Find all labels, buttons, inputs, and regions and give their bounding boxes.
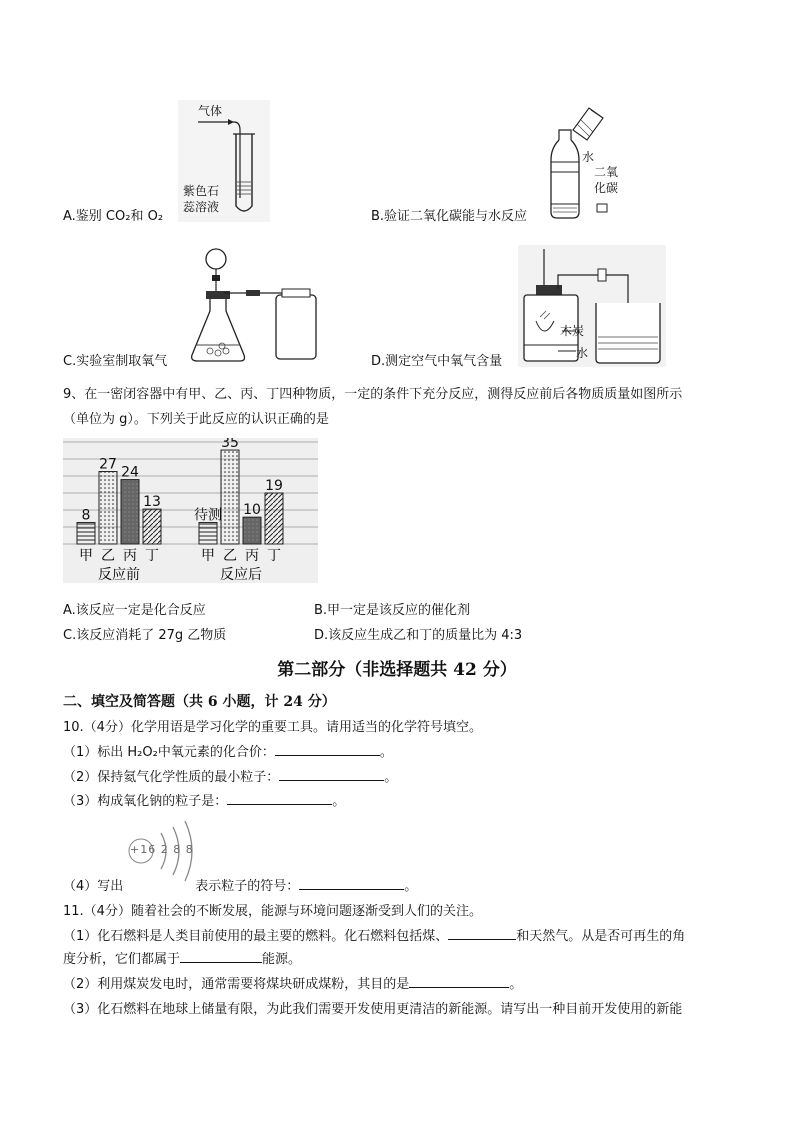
q10-sub3-text: （3）构成氧化钠的粒子是： — [63, 794, 228, 809]
q10-sub2 — [63, 766, 397, 785]
water-label: 水 — [582, 150, 595, 164]
q11-sub1-text-a: （1）化石燃料是人类目前使用的最主要的燃料。化石燃料包括煤、 — [63, 929, 449, 944]
q9-option-b: B.甲一定是该反应的催化剂 — [314, 603, 471, 618]
data-label: 10 — [243, 502, 261, 519]
bar-丙 — [121, 480, 139, 544]
q11-sub1-line1 — [63, 925, 685, 944]
q8-option-a: A.鉴别 CO₂和 O₂ — [63, 209, 164, 224]
category-label: 丁 — [145, 548, 159, 564]
q9-option-a: A.该反应一定是化合反应 — [63, 603, 206, 618]
q8-option-d: D.测定空气中氧气含量 — [371, 354, 503, 369]
period: 。 — [509, 977, 523, 992]
section-heading: 二、填空及简答题（共 6 小题，计 24 分） — [63, 694, 336, 710]
bar-乙 — [221, 450, 239, 544]
charcoal-label: 木炭 — [560, 324, 585, 338]
q10-sub3 — [63, 790, 345, 809]
q10-stem: 10.（4分）化学用语是学习化学的重要工具。请用适当的化学符号填空。 — [63, 720, 482, 735]
period: 。 — [332, 794, 346, 809]
q11-stem: 11.（4分）随着社会的不断发展，能源与环境问题逐渐受到人们的关注。 — [63, 904, 482, 919]
bar-丙 — [243, 517, 261, 544]
water-label-d: 水 — [576, 346, 589, 360]
oxygen-measure-figure — [518, 245, 666, 367]
bar-丁 — [143, 509, 161, 544]
gas-label: 气体 — [198, 104, 223, 118]
mass-bar-chart-svg — [63, 438, 318, 583]
q11-sub1-text-b: 和天然气。从是否可再生的角 — [516, 929, 686, 944]
answer-blank[interactable] — [279, 768, 384, 781]
category-label: 丙 — [123, 548, 137, 564]
answer-blank[interactable] — [409, 975, 509, 988]
data-label: 待测 — [194, 507, 222, 524]
period: 。 — [404, 879, 418, 894]
bar-丁 — [265, 493, 283, 544]
q11-sub3: （3）化石燃料在地球上储量有限，为此我们需要开发使用更清洁的新能源。请写出一种目前开发使用的新能 — [63, 1002, 683, 1017]
part-two-title: 第二部分（非选择题共 42 分） — [277, 660, 517, 680]
answer-blank[interactable] — [448, 927, 516, 940]
bar-甲 — [77, 523, 95, 544]
data-label: 19 — [265, 478, 283, 494]
flask-drawing — [188, 245, 328, 367]
q11-sub2 — [63, 973, 522, 992]
q9-option-c: C.该反应消耗了 27g 乙物质 — [63, 628, 227, 643]
q10-sub1-text: （1）标出 H₂O₂中氧元素的化合价： — [63, 745, 275, 760]
co2-label-line1: 二氧 — [594, 165, 619, 179]
litmus-label-line1: 紫色石 — [183, 184, 220, 198]
category-label: 乙 — [101, 548, 115, 564]
category-label: 乙 — [223, 548, 237, 564]
data-label: 24 — [121, 464, 139, 481]
period: 。 — [379, 745, 393, 760]
q11-sub2-text: （2）利用煤炭发电时，通常需要将煤块研成煤粉，其目的是 — [63, 977, 410, 992]
data-label: 13 — [143, 494, 161, 511]
q10-sub4-text-a: （4）写出 — [63, 879, 124, 894]
q11-sub1-text-c: 度分析，它们都属于 — [63, 952, 181, 967]
q11-sub1-text-d: 能源。 — [262, 952, 302, 967]
group-label: 反应后 — [220, 567, 262, 583]
answer-blank[interactable] — [299, 877, 404, 890]
q8-option-b: B.验证二氧化碳能与水反应 — [371, 209, 528, 224]
q9-option-d: D.该反应生成乙和丁的质量比为 4:3 — [314, 628, 523, 643]
q9-stem-line2: （单位为 g）。下列关于此反应的认识正确的是 — [63, 412, 329, 427]
q10-sub1 — [63, 741, 393, 760]
answer-blank[interactable] — [180, 950, 262, 963]
q10-sub2-text: （2）保持氦气化学性质的最小粒子： — [63, 770, 280, 785]
q10-sub4 — [63, 875, 417, 894]
atom-structure-label: +16 2 8 8 — [130, 843, 194, 856]
group-label: 反应前 — [98, 567, 140, 583]
flask-apparatus-figure — [188, 245, 328, 367]
category-label: 丁 — [267, 548, 281, 564]
co2-label-line2: 化碳 — [594, 181, 619, 195]
mass-bar-chart — [63, 438, 318, 583]
q10-sub4-text-b: 表示粒子的符号： — [195, 879, 300, 894]
oxygen-measure-drawing — [518, 245, 666, 367]
q11-sub1-line2 — [63, 948, 301, 967]
q9-stem-line1: 9、在一密闭容器中有甲、乙、丙、丁四种物质，一定的条件下充分反应，测得反应前后各物质质量如图所示 — [63, 387, 683, 402]
bar-甲 — [199, 523, 217, 544]
answer-blank[interactable] — [275, 743, 380, 756]
data-label: 35 — [221, 438, 239, 452]
period: 。 — [384, 770, 398, 785]
data-label: 27 — [99, 456, 117, 473]
litmus-label-line2: 蕊溶液 — [183, 200, 220, 214]
q8-option-c: C.实验室制取氧气 — [63, 354, 168, 369]
answer-blank[interactable] — [227, 792, 332, 805]
category-label: 甲 — [201, 548, 215, 564]
category-label: 甲 — [79, 548, 93, 564]
category-label: 丙 — [245, 548, 259, 564]
data-label: 8 — [81, 507, 91, 524]
bar-乙 — [99, 472, 117, 544]
